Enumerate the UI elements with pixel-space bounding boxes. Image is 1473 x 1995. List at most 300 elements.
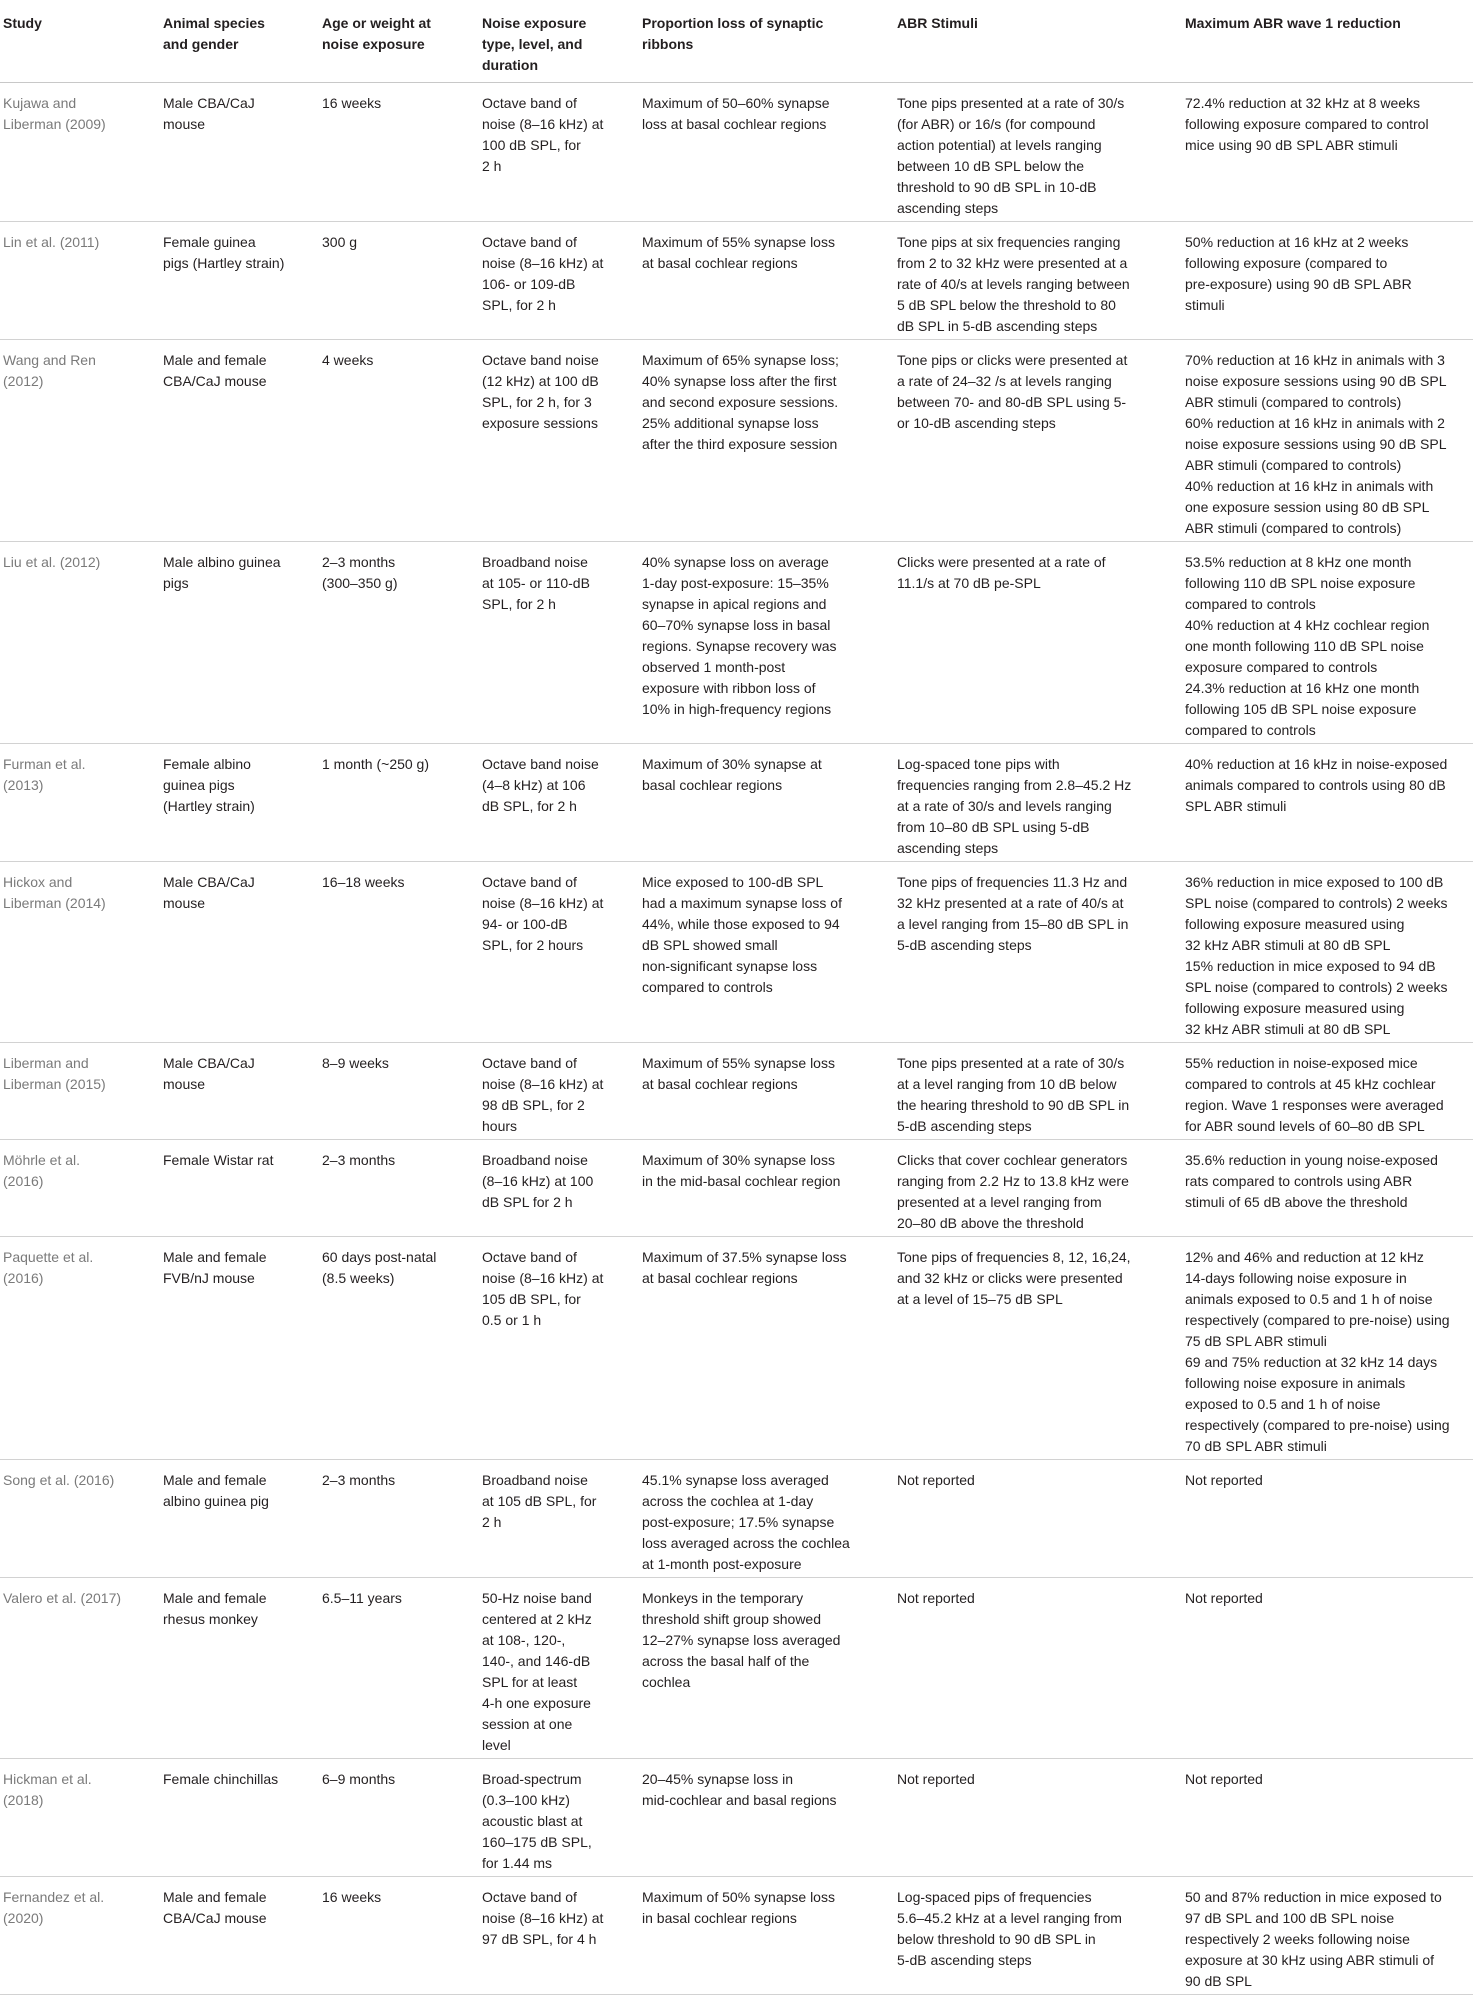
cell-line: 97 dB SPL and 100 dB SPL noise — [1185, 1910, 1395, 1926]
cell-line: (12 kHz) at 100 dB — [482, 373, 599, 389]
species-cell — [160, 340, 319, 542]
cell-line: 160–175 dB SPL, — [482, 1834, 592, 1850]
cell-line: 105 dB SPL, for — [482, 1291, 581, 1307]
study-cell — [0, 1578, 160, 1759]
species-cell — [160, 1140, 319, 1237]
cell-line: noise (8–16 kHz) at — [482, 1270, 604, 1286]
cell-line: 72.4% reduction at 32 kHz at 8 weeks — [1185, 95, 1421, 111]
cell-line: Male CBA/CaJ — [163, 874, 255, 890]
study-cell — [0, 744, 160, 862]
table-row — [0, 1043, 1473, 1140]
age-cell — [319, 744, 479, 862]
cell-line: 20–45% synapse loss in — [642, 1771, 793, 1787]
cell-line: between 10 dB SPL below the — [897, 158, 1085, 174]
table-row — [0, 542, 1473, 744]
exposure-cell — [479, 542, 639, 744]
cell-line: 32 kHz presented at a rate of 40/s at — [897, 895, 1124, 911]
cell-line: 2–3 months — [322, 1472, 396, 1488]
cell-line: presented at a level ranging from — [897, 1194, 1102, 1210]
cell-line: 32 kHz ABR stimuli at 80 dB SPL — [1185, 1021, 1391, 1037]
abr-stimuli-cell — [894, 83, 1182, 222]
cell-line: compared to controls — [642, 979, 773, 995]
cell-line: Maximum of 30% synapse at — [642, 756, 822, 772]
cell-line: 5.6–45.2 kHz at a level ranging from — [897, 1910, 1122, 1926]
cell-line: (2012) — [3, 373, 44, 389]
cell-line: Clicks that cover cochlear generators — [897, 1152, 1128, 1168]
cell-line: 20–80 dB above the threshold — [897, 1215, 1084, 1231]
cell-line: SPL, for 2 h — [482, 297, 556, 313]
cell-line: rats compared to controls using ABR — [1185, 1173, 1413, 1189]
exposure-cell — [479, 744, 639, 862]
ribbon-loss-cell — [639, 744, 894, 862]
species-cell — [160, 744, 319, 862]
cell-line: ribbons — [642, 36, 694, 52]
cell-line: Octave band of — [482, 1889, 577, 1905]
species-cell — [160, 862, 319, 1043]
cell-line: or 10-dB ascending steps — [897, 415, 1056, 431]
ribbon-loss-cell — [639, 340, 894, 542]
cell-line: 16 weeks — [322, 95, 382, 111]
exposure-cell — [479, 1877, 639, 1995]
cell-line: one month following 110 dB SPL noise — [1185, 638, 1424, 654]
cell-line: Liberman (2009) — [3, 116, 106, 132]
table-row — [0, 222, 1473, 340]
species-cell — [160, 1759, 319, 1877]
cell-line: 75 dB SPL ABR stimuli — [1185, 1333, 1327, 1349]
cell-line: 140-, and 146-dB — [482, 1653, 591, 1669]
cell-line: 8–9 weeks — [322, 1055, 389, 1071]
age-cell — [319, 1460, 479, 1578]
cell-line: (2020) — [3, 1910, 44, 1926]
cell-line: noise (8–16 kHz) at — [482, 1076, 604, 1092]
cell-line: 98 dB SPL, for 2 — [482, 1097, 585, 1113]
cell-line: SPL ABR stimuli — [1185, 798, 1287, 814]
cell-line: ABR Stimuli — [897, 15, 978, 31]
header-age-weight — [319, 1, 479, 83]
cell-line: exposure compared to controls — [1185, 659, 1378, 675]
cell-line: 94- or 100-dB — [482, 916, 568, 932]
cell-line: (Hartley strain) — [163, 798, 255, 814]
ribbon-loss-cell — [639, 1237, 894, 1460]
cell-line: following exposure measured using — [1185, 1000, 1405, 1016]
cell-line: Proportion loss of synaptic — [642, 15, 824, 31]
cell-line: across the cochlea at 1-day — [642, 1493, 814, 1509]
cell-line: synapse in apical regions and — [642, 596, 827, 612]
cell-line: (for ABR) or 16/s (for compound — [897, 116, 1096, 132]
cell-line: Male CBA/CaJ — [163, 1055, 255, 1071]
cell-line: (300–350 g) — [322, 575, 398, 591]
cell-line: Female Wistar rat — [163, 1152, 274, 1168]
cell-line: for ABR sound levels of 60–80 dB SPL — [1185, 1118, 1425, 1134]
cell-line: ranging from 2.2 Hz to 13.8 kHz were — [897, 1173, 1129, 1189]
species-cell — [160, 1237, 319, 1460]
header-synaptic-ribbon-loss — [639, 1, 894, 83]
cell-line: at 1-month post-exposure — [642, 1556, 802, 1572]
study-cell — [0, 1759, 160, 1877]
cell-line: regions. Synapse recovery was — [642, 638, 837, 654]
cell-line: Liberman (2014) — [3, 895, 106, 911]
cell-line: post-exposure; 17.5% synapse — [642, 1514, 835, 1530]
cell-line: Liu et al. (2012) — [3, 554, 101, 570]
cell-line: mouse — [163, 895, 206, 911]
cell-line: noise exposure — [322, 36, 425, 52]
cell-line: 90 dB SPL — [1185, 1973, 1252, 1989]
cell-line: Female chinchillas — [163, 1771, 279, 1787]
age-cell — [319, 1877, 479, 1995]
cell-line: had a maximum synapse loss of — [642, 895, 842, 911]
cell-line: at basal cochlear regions — [642, 1076, 798, 1092]
cell-line: exposed to 0.5 and 1 h of noise — [1185, 1396, 1381, 1412]
cell-line: mouse — [163, 116, 206, 132]
cell-line: at a level of 15–75 dB SPL — [897, 1291, 1063, 1307]
cell-line: (0.3–100 kHz) — [482, 1792, 570, 1808]
cell-line: Broad-spectrum — [482, 1771, 582, 1787]
wave1-reduction-cell — [1182, 862, 1473, 1043]
study-cell — [0, 1140, 160, 1237]
ribbon-loss-cell — [639, 1140, 894, 1237]
cell-line: Fernandez et al. — [3, 1889, 105, 1905]
cell-line: Not reported — [1185, 1472, 1263, 1488]
cell-line: a level ranging from 15–80 dB SPL in — [897, 916, 1129, 932]
wave1-reduction-cell — [1182, 1877, 1473, 1995]
cell-line: ascending steps — [897, 840, 999, 856]
cell-line: Study — [3, 15, 42, 31]
cell-line: observed 1 month-post — [642, 659, 786, 675]
ribbon-loss-cell — [639, 542, 894, 744]
cell-line: noise (8–16 kHz) at — [482, 116, 604, 132]
cell-line: animals exposed to 0.5 and 1 h of noise — [1185, 1291, 1433, 1307]
cell-line: 53.5% reduction at 8 kHz one month — [1185, 554, 1412, 570]
cell-line: type, level, and — [482, 36, 583, 52]
cell-line: Octave band of — [482, 95, 577, 111]
header-study — [0, 1, 160, 83]
cell-line: Tone pips presented at a rate of 30/s — [897, 95, 1125, 111]
cell-line: from 2 to 32 kHz were presented at a — [897, 255, 1128, 271]
cell-line: 50-Hz noise band — [482, 1590, 592, 1606]
cell-line: 40% reduction at 4 kHz cochlear region — [1185, 617, 1430, 633]
cell-line: noise exposure sessions using 90 dB SPL — [1185, 436, 1447, 452]
cell-line: 60 days post-natal — [322, 1249, 437, 1265]
cell-line: Not reported — [897, 1472, 975, 1488]
cell-line: guinea pigs — [163, 777, 235, 793]
exposure-cell — [479, 1460, 639, 1578]
cell-line: 69 and 75% reduction at 32 kHz 14 days — [1185, 1354, 1438, 1370]
wave1-reduction-cell — [1182, 1759, 1473, 1877]
cell-line: noise (8–16 kHz) at — [482, 1910, 604, 1926]
cell-line: loss at basal cochlear regions — [642, 116, 827, 132]
cell-line: after the third exposure session — [642, 436, 838, 452]
cell-line: Log-spaced tone pips with — [897, 756, 1060, 772]
cell-line: the hearing threshold to 90 dB SPL in — [897, 1097, 1130, 1113]
cell-line: 106- or 109-dB — [482, 276, 576, 292]
cell-line: dB SPL, for 2 h — [482, 798, 577, 814]
cell-line: 60% reduction at 16 kHz in animals with 2 — [1185, 415, 1445, 431]
cell-line: noise (8–16 kHz) at — [482, 255, 604, 271]
cell-line: 1 month (~250 g) — [322, 756, 430, 772]
cell-line: ABR stimuli (compared to controls) — [1185, 457, 1402, 473]
age-cell — [319, 1578, 479, 1759]
cell-line: 6–9 months — [322, 1771, 396, 1787]
cell-line: below threshold to 90 dB SPL in — [897, 1931, 1096, 1947]
cell-line: 12% and 46% and reduction at 12 kHz — [1185, 1249, 1424, 1265]
cell-line: loss averaged across the cochlea — [642, 1535, 850, 1551]
cell-line: following exposure compared to control — [1185, 116, 1429, 132]
cell-line: acoustic blast at — [482, 1813, 583, 1829]
age-cell — [319, 340, 479, 542]
cell-line: between 70- and 80-dB SPL using 5- — [897, 394, 1127, 410]
cell-line: (2013) — [3, 777, 44, 793]
wave1-reduction-cell — [1182, 83, 1473, 222]
wave1-reduction-cell — [1182, 744, 1473, 862]
cell-line: centered at 2 kHz — [482, 1611, 592, 1627]
cell-line: action potential) at levels ranging — [897, 137, 1102, 153]
ribbon-loss-cell — [639, 83, 894, 222]
cell-line: threshold to 90 dB SPL in 10-dB — [897, 179, 1097, 195]
ribbon-loss-cell — [639, 862, 894, 1043]
cell-line: region. Wave 1 responses were averaged — [1185, 1097, 1444, 1113]
age-cell — [319, 542, 479, 744]
cell-line: Tone pips or clicks were presented at — [897, 352, 1128, 368]
cell-line: 5-dB ascending steps — [897, 1952, 1032, 1968]
cell-line: 11.1/s at 70 dB pe-SPL — [897, 575, 1041, 591]
cell-line: 4-h one exposure — [482, 1695, 591, 1711]
cell-line: Tone pips at six frequencies ranging — [897, 234, 1121, 250]
cell-line: Wang and Ren — [3, 352, 96, 368]
cell-line: 45.1% synapse loss averaged — [642, 1472, 829, 1488]
abr-stimuli-cell — [894, 1460, 1182, 1578]
cell-line: 55% reduction in noise-exposed mice — [1185, 1055, 1418, 1071]
cell-line: ABR stimuli (compared to controls) — [1185, 394, 1402, 410]
cell-line: 70 dB SPL ABR stimuli — [1185, 1438, 1327, 1454]
cell-line: 32 kHz ABR stimuli at 80 dB SPL — [1185, 937, 1391, 953]
cell-line: Age or weight at — [322, 15, 431, 31]
cell-line: 24.3% reduction at 16 kHz one month — [1185, 680, 1420, 696]
cell-line: 40% synapse loss after the first — [642, 373, 837, 389]
cell-line: session at one — [482, 1716, 573, 1732]
exposure-cell — [479, 1759, 639, 1877]
cell-line: Noise exposure — [482, 15, 587, 31]
cell-line: 1-day post-exposure: 15–35% — [642, 575, 829, 591]
cell-line: 50 and 87% reduction in mice exposed to — [1185, 1889, 1442, 1905]
cell-line: 44%, while those exposed to 94 — [642, 916, 840, 932]
cell-line: noise (8–16 kHz) at — [482, 895, 604, 911]
table-row — [0, 340, 1473, 542]
cell-line: CBA/CaJ mouse — [163, 373, 267, 389]
cell-line: SPL noise (compared to controls) 2 weeks — [1185, 979, 1448, 995]
exposure-cell — [479, 340, 639, 542]
cell-line: Animal species — [163, 15, 265, 31]
exposure-cell — [479, 1140, 639, 1237]
abr-stimuli-cell — [894, 1043, 1182, 1140]
abr-stimuli-cell — [894, 862, 1182, 1043]
exposure-cell — [479, 862, 639, 1043]
cell-line: Maximum of 50% synapse loss — [642, 1889, 835, 1905]
cell-line: Maximum of 50–60% synapse — [642, 95, 830, 111]
cell-line: respectively 2 weeks following noise — [1185, 1931, 1410, 1947]
table-row — [0, 862, 1473, 1043]
cell-line: respectively (compared to pre-noise) using — [1185, 1417, 1450, 1433]
abr-stimuli-cell — [894, 340, 1182, 542]
study-cell — [0, 1043, 160, 1140]
cell-line: 50% reduction at 16 kHz at 2 weeks — [1185, 234, 1409, 250]
cell-line: at a level ranging from 10 dB below — [897, 1076, 1117, 1092]
abr-stimuli-cell — [894, 542, 1182, 744]
cell-line: at 105 dB SPL, for — [482, 1493, 597, 1509]
species-cell — [160, 1877, 319, 1995]
study-cell — [0, 340, 160, 542]
cell-line: exposure at 30 kHz using ABR stimuli of — [1185, 1952, 1435, 1968]
cell-line: following noise exposure in animals — [1185, 1375, 1406, 1391]
cell-line: Octave band noise — [482, 756, 599, 772]
cell-line: mice using 90 dB SPL ABR stimuli — [1185, 137, 1398, 153]
cell-line: across the basal half of the — [642, 1653, 810, 1669]
cell-line: 70% reduction at 16 kHz in animals with 3 — [1185, 352, 1445, 368]
cell-line: at 108-, 120-, — [482, 1632, 566, 1648]
cell-line: ascending steps — [897, 200, 999, 216]
wave1-reduction-cell — [1182, 222, 1473, 340]
exposure-cell — [479, 1043, 639, 1140]
header-abr-stimuli — [894, 1, 1182, 83]
table-row — [0, 1237, 1473, 1460]
cell-line: 14-days following noise exposure in — [1185, 1270, 1407, 1286]
cell-line: (4–8 kHz) at 106 — [482, 777, 586, 793]
cell-line: Kujawa and — [3, 95, 77, 111]
cell-line: pigs (Hartley strain) — [163, 255, 285, 271]
study-cell — [0, 1237, 160, 1460]
cell-line: following exposure measured using — [1185, 916, 1405, 932]
ribbon-loss-cell — [639, 222, 894, 340]
cell-line: dB SPL showed small — [642, 937, 778, 953]
cell-line: Maximum of 65% synapse loss; — [642, 352, 839, 368]
cell-line: Clicks were presented at a rate of — [897, 554, 1106, 570]
cell-line: Octave band noise — [482, 352, 599, 368]
cell-line: level — [482, 1737, 511, 1753]
cell-line: Maximum of 30% synapse loss — [642, 1152, 835, 1168]
cell-line: (2016) — [3, 1173, 44, 1189]
abr-stimuli-cell — [894, 744, 1182, 862]
table-row — [0, 1460, 1473, 1578]
cell-line: (2018) — [3, 1792, 44, 1808]
cell-line: respectively (compared to pre-noise) using — [1185, 1312, 1450, 1328]
species-cell — [160, 1043, 319, 1140]
cell-line: Hickox and — [3, 874, 73, 890]
cell-line: 40% synapse loss on average — [642, 554, 829, 570]
exposure-cell — [479, 1578, 639, 1759]
cell-line: 2 h — [482, 158, 502, 174]
cell-line: SPL, for 2 h — [482, 596, 556, 612]
cell-line: animals compared to controls using 80 dB — [1185, 777, 1446, 793]
cell-line: in basal cochlear regions — [642, 1910, 797, 1926]
abr-stimuli-cell — [894, 1578, 1182, 1759]
cell-line: Tone pips of frequencies 11.3 Hz and — [897, 874, 1128, 890]
table-body — [0, 83, 1473, 1995]
cell-line: 16 weeks — [322, 1889, 382, 1905]
ribbon-loss-cell — [639, 1043, 894, 1140]
table-row — [0, 1877, 1473, 1995]
cell-line: dB SPL for 2 h — [482, 1194, 573, 1210]
cell-line: Liberman (2015) — [3, 1076, 106, 1092]
cell-line: Paquette et al. — [3, 1249, 94, 1265]
cell-line: 0.5 or 1 h — [482, 1312, 542, 1328]
cell-line: following 105 dB SPL noise exposure — [1185, 701, 1417, 717]
cell-line: frequencies ranging from 2.8–45.2 Hz — [897, 777, 1132, 793]
age-cell — [319, 1140, 479, 1237]
abr-stimuli-cell — [894, 1140, 1182, 1237]
ribbon-loss-cell — [639, 1759, 894, 1877]
cell-line: SPL, for 2 hours — [482, 937, 584, 953]
cell-line: Female guinea — [163, 234, 256, 250]
table-row — [0, 744, 1473, 862]
cell-line: Female albino — [163, 756, 251, 772]
table-row — [0, 83, 1473, 222]
cell-line: SPL noise (compared to controls) 2 weeks — [1185, 895, 1448, 911]
cell-line: Monkeys in the temporary — [642, 1590, 804, 1606]
cell-line: Male and female — [163, 1889, 267, 1905]
cell-line: CBA/CaJ mouse — [163, 1910, 267, 1926]
cell-line: Male CBA/CaJ — [163, 95, 255, 111]
cell-line: 12–27% synapse loss averaged — [642, 1632, 841, 1648]
cell-line: 2 h — [482, 1514, 502, 1530]
cell-line: Hickman et al. — [3, 1771, 92, 1787]
abr-stimuli-cell — [894, 1877, 1182, 1995]
cell-line: 5-dB ascending steps — [897, 937, 1032, 953]
age-cell — [319, 1237, 479, 1460]
study-cell — [0, 1460, 160, 1578]
cell-line: SPL for at least — [482, 1674, 578, 1690]
cell-line: 6.5–11 years — [322, 1590, 402, 1606]
cell-line: 2–3 months — [322, 1152, 396, 1168]
cell-line: 15% reduction in mice exposed to 94 dB — [1185, 958, 1436, 974]
cell-line: 25% additional synapse loss — [642, 415, 819, 431]
cell-line: from 10–80 dB SPL using 5-dB — [897, 819, 1090, 835]
cell-line: mouse — [163, 1076, 206, 1092]
ribbon-loss-cell — [639, 1877, 894, 1995]
abr-stimuli-cell — [894, 1237, 1182, 1460]
cell-line: 36% reduction in mice exposed to 100 dB — [1185, 874, 1444, 890]
exposure-cell — [479, 222, 639, 340]
cell-line: Broadband noise — [482, 554, 588, 570]
cell-line: one exposure session using 80 dB SPL — [1185, 499, 1430, 515]
cell-line: Tone pips presented at a rate of 30/s — [897, 1055, 1125, 1071]
cell-line: duration — [482, 57, 538, 73]
cell-line: Valero et al. (2017) — [3, 1590, 122, 1606]
cell-line: Male albino guinea — [163, 554, 281, 570]
cell-line: stimuli — [1185, 297, 1225, 313]
cell-line: following 110 dB SPL noise exposure — [1185, 575, 1416, 591]
cell-line: 16–18 weeks — [322, 874, 405, 890]
cell-line: Tone pips of frequencies 8, 12, 16,24, — [897, 1249, 1131, 1265]
cell-line: Mice exposed to 100-dB SPL — [642, 874, 824, 890]
cell-line: SPL, for 2 h, for 3 — [482, 394, 592, 410]
cell-line: Male and female — [163, 1472, 267, 1488]
wave1-reduction-cell — [1182, 340, 1473, 542]
cell-line: ABR stimuli (compared to controls) — [1185, 520, 1402, 536]
species-cell — [160, 542, 319, 744]
abr-stimuli-cell — [894, 222, 1182, 340]
header-wave1-reduction — [1182, 1, 1473, 83]
cell-line: 97 dB SPL, for 4 h — [482, 1931, 597, 1947]
cell-line: Not reported — [1185, 1771, 1263, 1787]
header-row — [0, 1, 1473, 83]
ribbon-loss-cell — [639, 1578, 894, 1759]
cell-line: dB SPL in 5-dB ascending steps — [897, 318, 1098, 334]
cell-line: 300 g — [322, 234, 358, 250]
cell-line: Maximum of 55% synapse loss — [642, 234, 835, 250]
cell-line: Male and female — [163, 1590, 267, 1606]
cell-line: hours — [482, 1118, 518, 1134]
cell-line: rhesus monkey — [163, 1611, 258, 1627]
cell-line: Maximum ABR wave 1 reduction — [1185, 15, 1401, 31]
